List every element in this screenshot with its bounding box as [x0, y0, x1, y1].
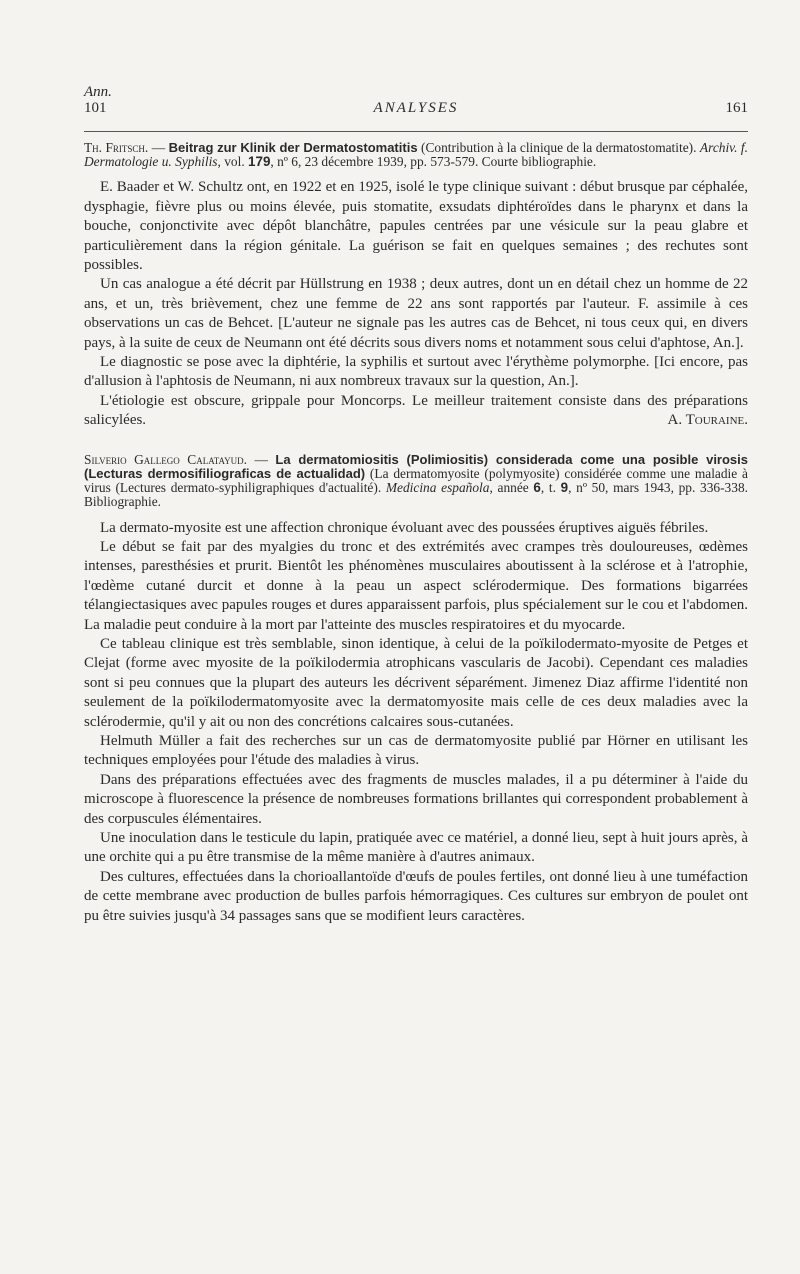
journal-abbrev: Ann.: [84, 84, 112, 100]
review1-details: , nº 6, 23 décembre 1939, pp. 573-579. Courte bibliographie.: [270, 154, 597, 170]
review2-paragraph: Helmuth Müller a fait des recherches sur un cas de dermatomyosite publié par Hörner en utilisant les techniques employées pour l'étude des maladies à virus.: [84, 732, 748, 769]
review1-vol-prefix: , vol.: [217, 154, 249, 170]
volume-number: 101: [84, 100, 107, 116]
review2-t-prefix: , t.: [540, 480, 561, 496]
review1-dash: —: [148, 140, 169, 155]
review2-tome: 9: [560, 480, 569, 496]
review1-paragraph-last: [84, 392, 748, 431]
review2-paragraph: La dermato-myosite est une affection chronique évoluant avec des poussées éruptives aiguës fébriles.: [100, 519, 709, 536]
review1-reference: [84, 141, 748, 169]
review2-title: La dermatomiositis (Polimiositis) considerada come una posible virosis (Lecturas dermosifiliograficas de actualidad): [84, 451, 748, 481]
header-rule: [84, 131, 748, 132]
review2-year-prefix: , année: [489, 480, 534, 496]
review2-translation: (La dermatomyosite (polymyosite) considérée comme une maladie à virus (Lectures dermato-syphiligraphiques d'actualité).: [84, 465, 748, 496]
review1-paragraph: Le diagnostic se pose avec la diphtérie, la syphilis et surtout avec l'érythème polymorphe. [Ici encore, pas d'allusion à l'aphtosis de Neumann, ni aux nombreux travaux sur la question, An.].: [84, 354, 748, 390]
review2-year: 6: [533, 480, 541, 496]
review1-author: Th. Fritsch.: [84, 140, 149, 155]
review1-title: Beitrag zur Klinik der Dermatostomatitis: [168, 140, 418, 155]
review1-paragraph: E. Baader et W. Schultz ont, en 1922 et en 1925, isolé le type clinique suivant : début brusque par céphalée, dysphagie, fièvre plus ou moins élevée, puis stomatite, exsudats diphtéroïdes dans le pharynx et dans la bouche, conjonctivite avec dépôt blanchâtre, papules centrées par une vésicule sur la peau glabre et particulièrement dans la région génitale. La guérison se fait en quelques semaines ; des rechutes sont possibles.: [84, 179, 748, 274]
review2-paragraph: Ce tableau clinique est très semblable, sinon identique, à celui de la poïkilodermato-myosite de Petges et Clejat (forme avec myosite de la poïkilodermia atrophicans vascularis de Jacobi). Cependant ces maladies sont si peu connues que la plupart des auteurs les décrivent séparément. Jimenez Diaz affirme l'identité non seulement de la poïkilodermatomyosite avec la dermatomyosite mais celle de ces deux maladies avec la sclérodermie, qu'il y ait ou non des concrétions calcaires sous-cutanées.: [84, 635, 748, 730]
running-header: [84, 100, 748, 120]
review1-signature: A. Touraine.: [667, 412, 748, 429]
review2-paragraph: Dans des préparations effectuées avec des fragments de muscles malades, il a pu déterminer à l'aide du microscope à fluorescence la présence de nombreuses formations brillantes qui correspondent probablement à des corpuscules élémentaires.: [84, 771, 748, 827]
review1-volume: 179: [248, 154, 271, 170]
review2-reference: [84, 453, 748, 510]
article-body: [84, 141, 748, 926]
review2-journal: Medicina española: [385, 480, 490, 496]
review2-paragraph: Une inoculation dans le testicule du lapin, pratiquée avec ce matériel, a donné lieu, sept à huit jours après, à une orchite qui a pu être transmise de la même manière à d'autres animaux.: [84, 830, 748, 866]
review2-author: Silverio Gallego Calatayud.: [84, 451, 247, 467]
review2-dash: —: [247, 451, 276, 467]
review2-paragraph: Le début se fait par des myalgies du tronc et des extrémités avec crampes très douloureuses, œdèmes intenses, paresthésies et prurit. Bientôt les phénomènes musculaires aboutissent à la sclérose et à l'atrophie, l'œdème cutané durcit et donne à la peau un aspect sclérodermique. Des formations bigarrées télangiectasiques avec papules rouges et dures apparaissent parfois, plus spécialement sur le cou et l'abdomen. La maladie peut conduire à la mort par l'atteinte des muscles respiratoires et du myocarde.: [84, 538, 748, 633]
review1-paragraph: Un cas analogue a été décrit par Hüllstrung en 1938 ; deux autres, dont un en détail chez un homme de 22 ans, et un, très brièvement, chez une femme de 22 ans sont rapportés par l'auteur. F. assimile à ces observations un cas de Behcet. [L'auteur ne signale pas les autres cas de Behcet, ni tous ceux qui, en divers pays, à la suite de ceux de Neumann ont été décrits sous divers noms et notamment sous celui d'aphtose, An.].: [84, 276, 748, 351]
review2-details: , nº 50, mars 1943, pp. 336-338. Bibliographie.: [84, 480, 748, 510]
review1-journal: Archiv. f. Dermatologie u. Syphilis: [84, 140, 748, 170]
page-number: 161: [725, 100, 748, 116]
review2-paragraph: Des cultures, effectuées dans la chorioallantoïde d'œufs de poules fertiles, ont donné lieu à une tuméfaction de cette membrane avec production de bulles parfois hémorragiques. Ces cultures sur embryon de poulet ont pu être suivies jusqu'à 34 passages sans que se modifient leurs caractères.: [84, 868, 748, 924]
review1-translation: (Contribution à la clinique de la dermatostomatite).: [417, 140, 700, 155]
review1-paragraph-text: L'étiologie est obscure, grippale pour Moncorps. Le meilleur traitement consiste dans des préparations salicylées.: [84, 392, 748, 429]
section-title: ANALYSES: [373, 100, 459, 116]
